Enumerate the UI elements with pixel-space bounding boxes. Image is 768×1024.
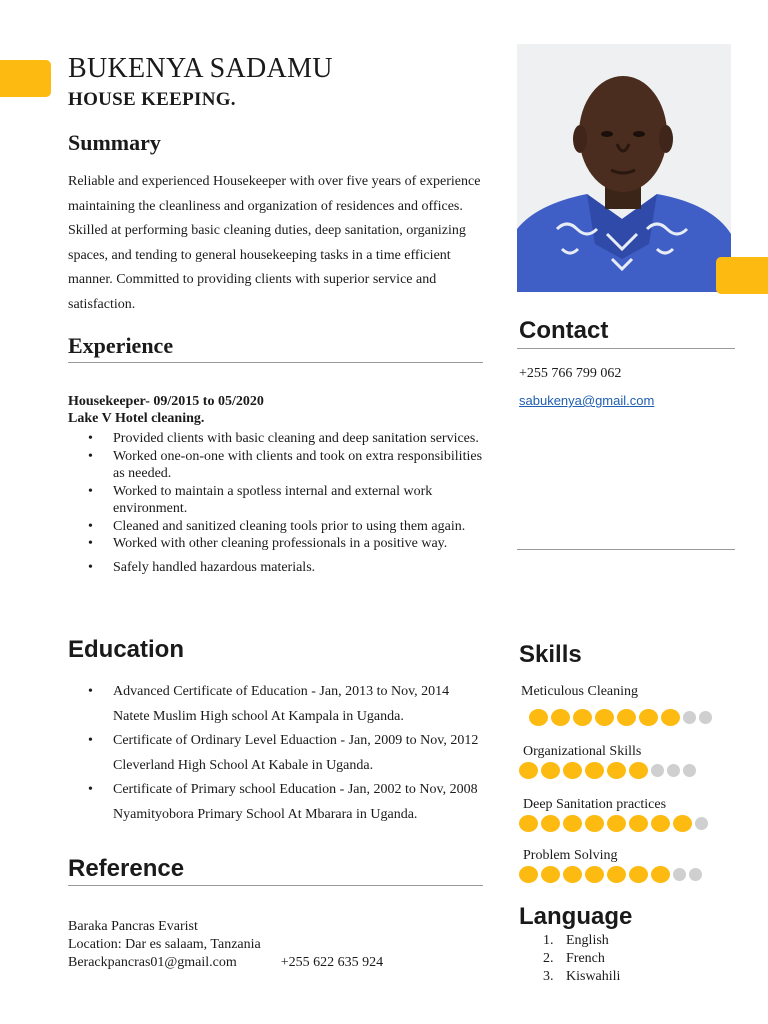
skill-dot-filled — [541, 762, 560, 779]
language-list — [543, 932, 620, 986]
skill-dot-filled — [573, 709, 592, 726]
skill-dot-filled — [529, 709, 548, 726]
skill-dot-empty — [689, 868, 702, 881]
list-item: • Safely handled hazardous materials. — [68, 559, 483, 577]
list-item: • Cleaned and sanitized cleaning tools prior to using them again. — [68, 518, 483, 536]
skill-dot-empty — [651, 764, 664, 777]
list-item: • Worked with other cleaning professionals in a positive way. — [68, 535, 483, 553]
skill-dot-filled — [639, 709, 658, 726]
reference-location: Location: Dar es salaam, Tanzania — [68, 937, 261, 952]
skill-dot-filled — [595, 709, 614, 726]
skill-dot-filled — [551, 709, 570, 726]
list-item: • Certificate of Primary school Education - Jan, 2002 to Nov, 2008 Nyamityobora Primary School At Mbarara in Uganda. — [68, 778, 483, 827]
skill-label: Meticulous Cleaning — [521, 684, 639, 699]
skill-dot-empty — [667, 764, 680, 777]
list-number: 2. — [543, 951, 554, 966]
profile-photo — [517, 44, 731, 292]
language-name: English — [566, 933, 609, 948]
list-item: • Worked to maintain a spotless internal and external work environment. — [68, 483, 483, 518]
skill-rating — [519, 866, 702, 883]
skill-dot-filled — [607, 815, 626, 832]
skill-dot-empty — [683, 711, 696, 724]
language-name: French — [566, 951, 605, 966]
skill-rating — [519, 815, 708, 832]
experience-divider — [68, 362, 483, 363]
skill-dot-filled — [585, 815, 604, 832]
skill-dot-empty — [699, 711, 712, 724]
skill-dot-empty — [683, 764, 696, 777]
contact-email-link[interactable]: sabukenya@gmail.com — [519, 393, 655, 408]
skill-dot-filled — [651, 815, 670, 832]
summary-text: Reliable and experienced Housekeeper with over five years of experience maintaining the cleanliness and organization of residences and offices. Skilled at performing basic cleaning duties, deep sanitation, organizing spaces, and tending to general housekeeping tasks in a time efficient manner. Committed to providing clients with superior service and satisfaction. — [68, 174, 481, 312]
skill-dot-filled — [585, 762, 604, 779]
language-heading: Language — [519, 903, 633, 930]
list-item — [543, 968, 620, 986]
experience-heading: Experience — [68, 333, 174, 358]
reference-email: Berackpancras01@gmail.com — [68, 955, 237, 970]
list-item — [543, 932, 620, 950]
skill-dot-filled — [563, 815, 582, 832]
list-number: 3. — [543, 969, 554, 984]
skill-label: Organizational Skills — [523, 744, 642, 759]
reference-block — [68, 918, 383, 972]
skill-dot-filled — [585, 866, 604, 883]
reference-heading: Reference — [68, 855, 185, 882]
reference-name: Baraka Pancras Evarist — [68, 919, 198, 934]
skill-dot-filled — [617, 709, 636, 726]
list-item: • Advanced Certificate of Education - Jan, 2013 to Nov, 2014 Natete Muslim High school At Kampala in Uganda. — [68, 680, 483, 729]
language-name: Kiswahili — [566, 969, 621, 984]
contact-heading: Contact — [519, 317, 609, 344]
skill-dot-filled — [607, 762, 626, 779]
skill-dot-filled — [673, 815, 692, 832]
accent-tab-left — [0, 60, 51, 97]
list-item: • Certificate of Ordinary Level Eduaction - Jan, 2009 to Nov, 2012 Cleverland High School At Kabale in Uganda. — [68, 729, 483, 778]
skill-dot-filled — [629, 815, 648, 832]
skill-rating — [519, 762, 696, 779]
reference-divider — [68, 885, 483, 886]
skill-dot-filled — [563, 866, 582, 883]
contact-bottom-divider — [517, 549, 735, 550]
job-title: Housekeeper- 09/2015 to 05/2020 — [68, 394, 264, 409]
skill-dot-filled — [651, 866, 670, 883]
accent-tab-right — [716, 257, 768, 294]
skill-dot-empty — [673, 868, 686, 881]
reference-contact-line — [68, 954, 383, 972]
skill-dot-filled — [541, 815, 560, 832]
skill-dot-filled — [541, 866, 560, 883]
skill-dot-filled — [563, 762, 582, 779]
skill-dot-filled — [661, 709, 680, 726]
skill-dot-filled — [629, 762, 648, 779]
skill-dot-filled — [519, 762, 538, 779]
list-item — [543, 950, 620, 968]
skill-dot-empty — [695, 817, 708, 830]
skill-dot-filled — [607, 866, 626, 883]
list-number: 1. — [543, 933, 554, 948]
contact-divider — [517, 348, 735, 349]
skill-label: Problem Solving — [523, 848, 618, 863]
skill-dot-filled — [519, 866, 538, 883]
candidate-role: HOUSE KEEPING. — [68, 89, 236, 110]
skills-heading: Skills — [519, 641, 582, 668]
job-company: Lake V Hotel cleaning. — [68, 411, 205, 426]
education-list — [68, 680, 483, 827]
contact-phone: +255 766 799 062 — [519, 366, 622, 381]
skill-dot-filled — [629, 866, 648, 883]
skill-label: Deep Sanitation practices — [523, 797, 667, 812]
education-heading: Education — [68, 636, 185, 663]
reference-phone: +255 622 635 924 — [280, 955, 384, 970]
candidate-name: BUKENYA SADAMU — [68, 53, 333, 84]
list-item: • Worked one-on-one with clients and took on extra responsibilities as needed. — [68, 448, 483, 483]
list-item: • Provided clients with basic cleaning and deep sanitation services. — [68, 430, 483, 448]
experience-list — [68, 430, 483, 576]
skill-rating — [529, 709, 712, 726]
skill-dot-filled — [519, 815, 538, 832]
summary-heading: Summary — [68, 130, 161, 155]
